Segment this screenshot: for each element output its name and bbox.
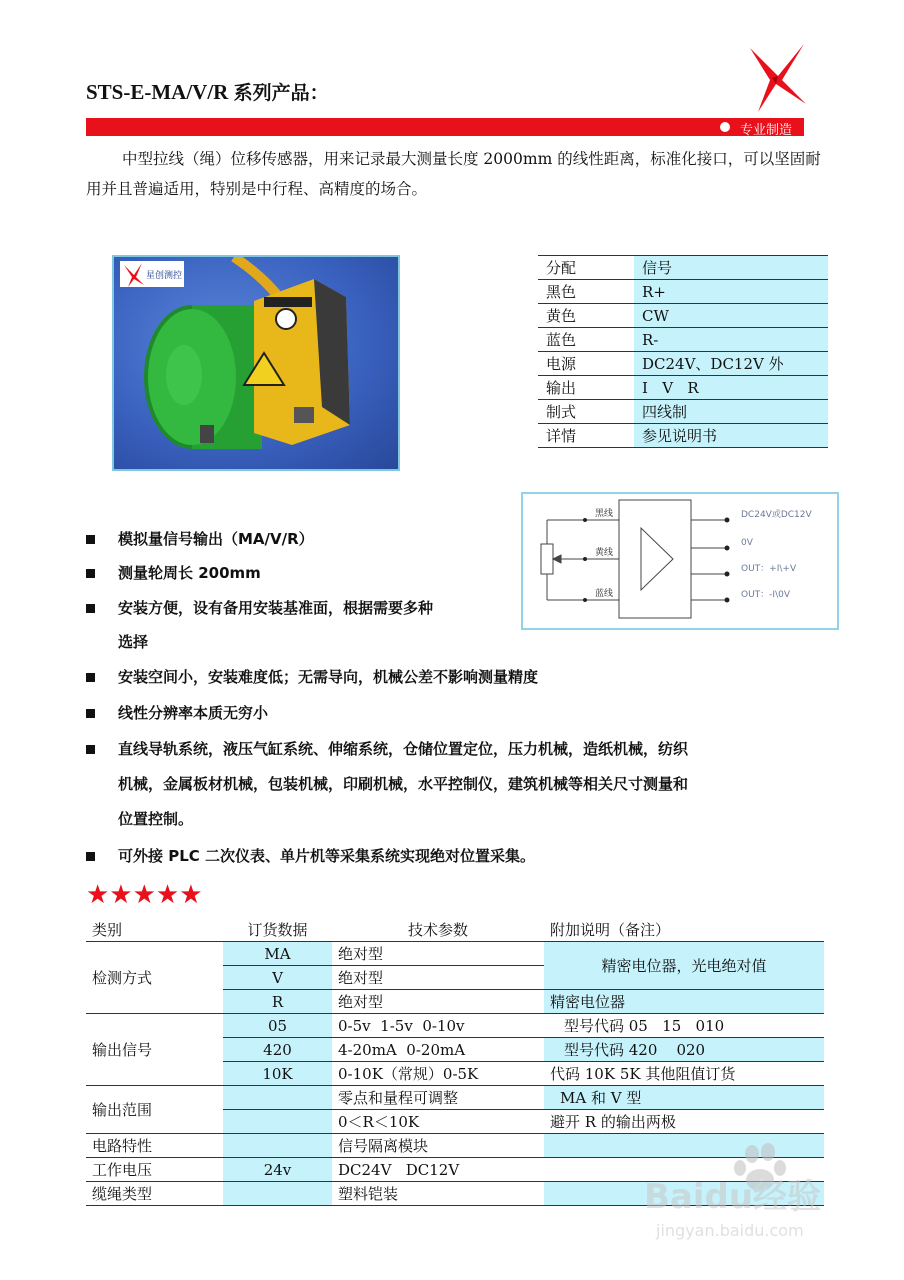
bullet-square-icon [86, 569, 95, 578]
note-cell: 精密电位器 [544, 990, 824, 1014]
category-cell: 电路特性 [86, 1134, 223, 1158]
out-label-4: OUT：-I\0V [741, 590, 790, 600]
signal-table [538, 255, 828, 448]
table-row [538, 328, 828, 352]
note-cell: 型号代码 420 020 [544, 1038, 824, 1062]
order-cell: V [223, 966, 332, 990]
list-item [86, 660, 538, 694]
order-cell [223, 1086, 332, 1110]
table-row [538, 352, 828, 376]
feature-text: 可外接 PLC 二次仪表、单片机等采集系统实现绝对位置采集。 [118, 847, 536, 865]
feature-text: 安装方便，设有备用安装基准面，根据需要多种 [118, 599, 434, 617]
bullet-square-icon [86, 709, 95, 718]
bullet-square-icon [86, 604, 95, 613]
out-label-1: DC24V或DC12V [741, 510, 812, 520]
param-cell: 绝对型 [332, 942, 544, 966]
param-cell: 4-20mA 0-20mA [332, 1038, 544, 1062]
table-row [538, 304, 828, 328]
wiring-diagram [521, 492, 839, 630]
category-cell: 缆绳类型 [86, 1182, 223, 1206]
signal-cell: R+ [634, 280, 828, 304]
feature-text: 选择 [118, 633, 149, 651]
table-row [86, 1014, 824, 1038]
bullet-square-icon [86, 852, 95, 861]
param-cell: 信号隔离模块 [332, 1134, 544, 1158]
param-cell: 绝对型 [332, 966, 544, 990]
rating-stars: ★★★★★ [86, 880, 203, 910]
feature-text: 机械，金属板材机械，包装机械，印刷机械，水平控制仪，建筑机械等相关尺寸测量和 [118, 775, 689, 793]
order-cell [223, 1134, 332, 1158]
header-bar [86, 118, 804, 136]
wiring-schematic [523, 494, 837, 628]
signal-cell: I V R [634, 376, 828, 400]
feature-text: 安装空间小，安装难度低；无需导向，机械公差不影响测量精度 [118, 668, 539, 686]
signal-cell: R- [634, 328, 828, 352]
intro-paragraph: 中型拉线（绳）位移传感器，用来记录最大测量长度 2000mm 的线性距离，标准化接口，可以坚固耐用并且普遍适用，特别是中行程、高精度的场合。 [86, 150, 821, 198]
note-cell: 代码 10K 5K 其他阻值订货 [544, 1062, 824, 1086]
bullet-dot-icon [720, 122, 730, 132]
feature-text: 测量轮周长 200mm [118, 564, 261, 582]
header-cell: 订货数据 [223, 918, 332, 942]
table-header-row [86, 918, 824, 942]
list-item [86, 591, 433, 625]
table-row [538, 400, 828, 424]
signal-cell: DC24V、DC12V 外 [634, 352, 828, 376]
feature-text: 位置控制。 [118, 810, 194, 828]
page-title [86, 78, 329, 105]
list-item [86, 839, 535, 873]
table-row [538, 256, 828, 280]
list-item-continuation [86, 802, 193, 836]
param-cell: 0-10K（常规）0-5K [332, 1062, 544, 1086]
list-item [86, 696, 268, 730]
signal-cell: 蓝色 [538, 328, 634, 352]
header-cell: 技术参数 [332, 918, 544, 942]
note-cell: 避开 R 的输出两极 [544, 1110, 824, 1134]
header-cell: 附加说明（备注） [544, 918, 824, 942]
bullet-square-icon [86, 745, 95, 754]
signal-cell: 分配 [538, 256, 634, 280]
table-row [538, 280, 828, 304]
table-row [538, 376, 828, 400]
list-item [86, 522, 314, 556]
signal-cell: 参见说明书 [634, 424, 828, 448]
order-cell: R [223, 990, 332, 1014]
wire-label-yellow: 黄线 [595, 548, 614, 558]
signal-cell: 详情 [538, 424, 634, 448]
feature-text: 模拟量信号输出（MA/V/R） [118, 530, 314, 548]
order-cell: MA [223, 942, 332, 966]
table-row [86, 1086, 824, 1110]
product-photo [112, 255, 400, 471]
watermark-url: jingyan.baidu.com [656, 1221, 804, 1240]
signal-cell: 黄色 [538, 304, 634, 328]
table-row [538, 424, 828, 448]
bullet-square-icon [86, 673, 95, 682]
category-cell: 工作电压 [86, 1158, 223, 1182]
title-suffix: 系列产品： [233, 82, 329, 104]
sensor-illustration [114, 257, 398, 469]
param-cell: DC24V DC12V [332, 1158, 544, 1182]
brand-logo-icon [742, 42, 808, 114]
signal-cell: 信号 [634, 256, 828, 280]
note-cell: 精密电位器，光电绝对值 [544, 942, 824, 990]
watermark-brand: Baidu经验 [644, 1177, 822, 1217]
wire-label-black: 黑线 [595, 509, 614, 519]
title-model: STS-E-MA/V/R [86, 80, 229, 104]
tagline: 专业制造 [740, 123, 793, 138]
bullet-square-icon [86, 535, 95, 544]
out-label-2: 0V [741, 538, 753, 548]
feature-text: 直线导轨系统，液压气缸系统、伸缩系统，仓储位置定位，压力机械，造纸机械，纺织 [118, 740, 689, 758]
list-item-continuation [86, 625, 148, 659]
wire-label-blue: 蓝线 [595, 589, 614, 599]
photo-brand-label: 星创测控 [146, 271, 183, 281]
signal-cell: 四线制 [634, 400, 828, 424]
order-cell: 05 [223, 1014, 332, 1038]
signal-cell: CW [634, 304, 828, 328]
baidu-watermark [640, 1140, 860, 1250]
order-cell: 10K [223, 1062, 332, 1086]
list-item [86, 556, 261, 590]
signal-cell: 输出 [538, 376, 634, 400]
list-item [86, 732, 688, 766]
order-cell: 420 [223, 1038, 332, 1062]
param-cell: 绝对型 [332, 990, 544, 1014]
category-cell: 输出信号 [86, 1014, 223, 1086]
param-cell: 0＜R＜10K [332, 1110, 544, 1134]
signal-cell: 制式 [538, 400, 634, 424]
list-item-continuation [86, 767, 688, 801]
header-cell: 类别 [86, 918, 223, 942]
note-cell: 型号代码 05 15 010 [544, 1014, 824, 1038]
feature-text: 线性分辨率本质无穷小 [118, 704, 269, 722]
param-cell: 0-5v 1-5v 0-10v [332, 1014, 544, 1038]
order-cell [223, 1110, 332, 1134]
signal-cell: 电源 [538, 352, 634, 376]
note-cell: MA 和 V 型 [544, 1086, 824, 1110]
category-cell: 检测方式 [86, 942, 223, 1014]
signal-cell: 黑色 [538, 280, 634, 304]
out-label-3: OUT：+I\+V [741, 564, 797, 574]
order-cell [223, 1182, 332, 1206]
param-cell: 塑料铠装 [332, 1182, 544, 1206]
table-row [86, 942, 824, 966]
category-cell: 输出范围 [86, 1086, 223, 1134]
order-cell: 24v [223, 1158, 332, 1182]
param-cell: 零点和量程可调整 [332, 1086, 544, 1110]
